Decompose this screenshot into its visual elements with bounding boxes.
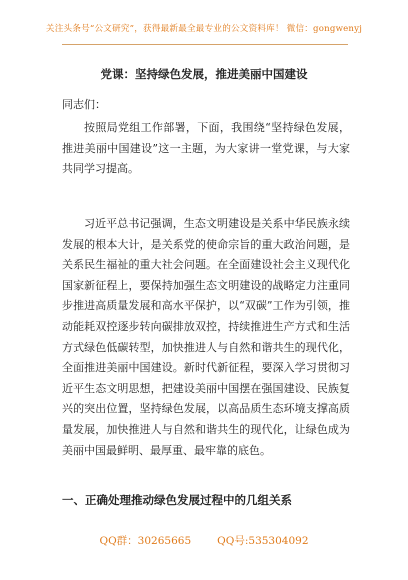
paragraph-body: 习近平总书记强调，生态文明建设是关系中华民族永续发展的根本大计，是关系党的使命宗旨的重大政治问题，是关系民生福祉的重大社会问题。在全面建设社会主义现代化国家新征程上，要保持加强生态文明建设的战略定力注重同步推进高质量发展和高水平保护，以“双碳”工作为引领，推动能耗双控逐步转向碳排放双控，持续推进生产方式和生活方式绿色低碳转型，加快推进人与自然和谐共生的现代化，全面推进美丽中国建设。新时代新征程，要深入学习贯彻习近平生态文明思想，把建设美丽中国摆在强国建设、民族复兴的突出位置，坚持绿色发展，以高品质生态环境支撑高质量发展，加快推进人与自然和谐共生的现代化，让绿色成为美丽中国最鲜明、最厚重、最牢靠的底色。 bbox=[62, 217, 350, 457]
header-banner: 关注头条号“公文研究”，获得最新最全最专业的公文资料库！ 微信：gongwenyj bbox=[45, 24, 363, 34]
qq-number-label: QQ号:535304092 bbox=[217, 535, 309, 547]
footer-contacts bbox=[0, 533, 408, 548]
header-divider bbox=[62, 44, 348, 45]
qq-group-label: QQ群：30265665 bbox=[99, 535, 192, 547]
paragraph-intro: 按照局党组工作部署，下面，我围绕“坚持绿色发展，推进美丽中国建设”这一主题，为大家讲一堂党课，与大家共同学习提高。 bbox=[62, 121, 350, 176]
document-title: 党课：坚持绿色发展，推进美丽中国建设 bbox=[100, 67, 308, 81]
section-heading: 一、正确处理推动绿色发展过程中的几组关系 bbox=[62, 493, 292, 507]
salutation: 同志们： bbox=[62, 98, 106, 111]
